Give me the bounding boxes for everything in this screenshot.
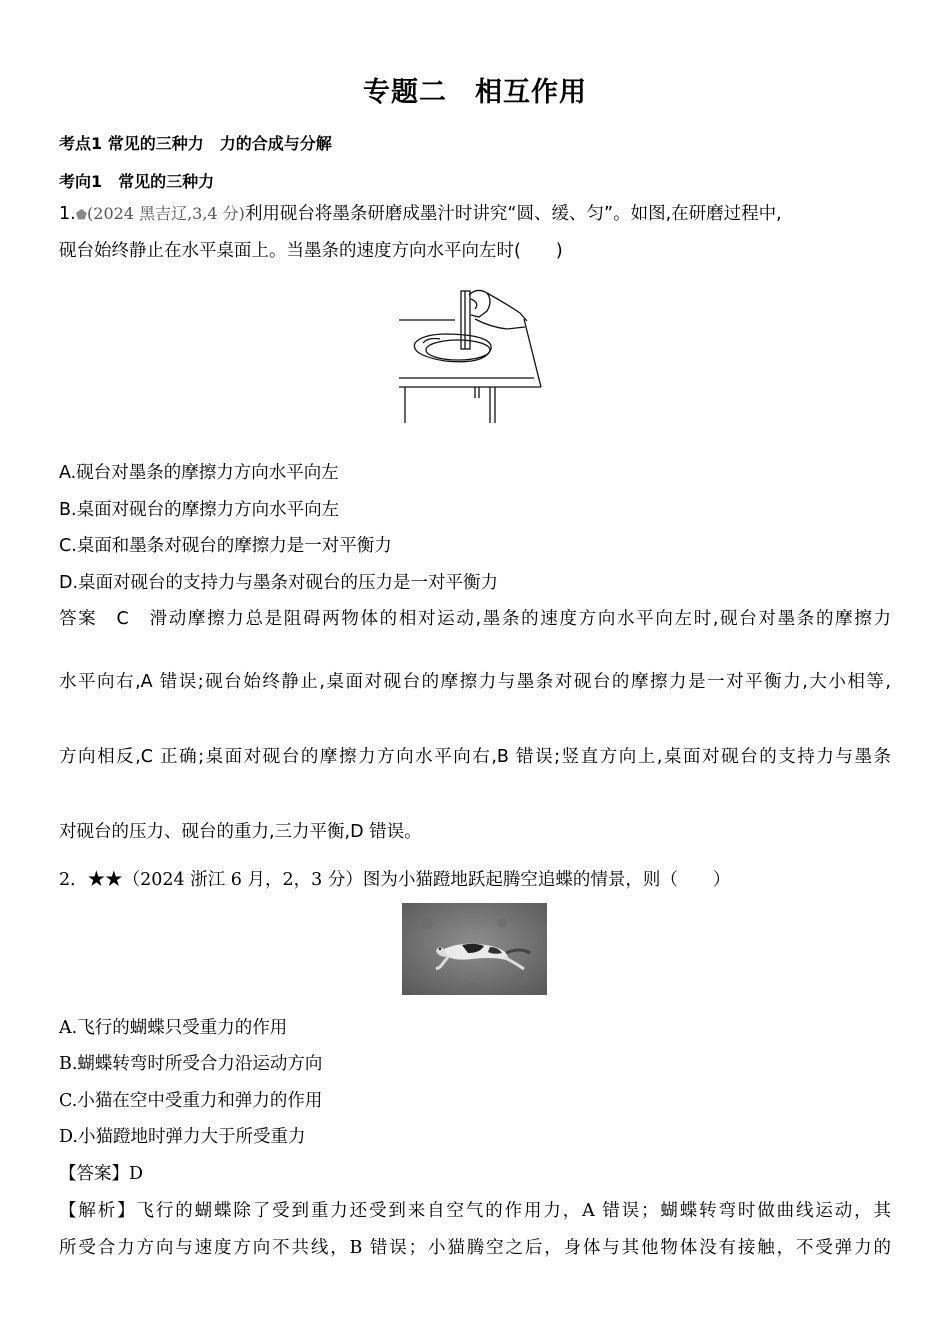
- option-d: D.桌面对砚台的支持力与墨条对砚台的压力是一对平衡力: [59, 573, 499, 593]
- cat-jumping-image: [402, 903, 547, 995]
- section-heading: 考点1 常见的三种力 力的合成与分解: [59, 134, 332, 153]
- q2-option-a: A.飞行的蝴蝶只受重力的作用: [59, 1018, 288, 1038]
- question-stem-line-2: 砚台始终静止在水平桌面上。当墨条的速度方向水平向左时( ): [59, 241, 563, 261]
- inkstone-figure: [395, 283, 550, 425]
- option-c: C.桌面和墨条对砚台的摩擦力是一对平衡力: [59, 536, 392, 556]
- answer-line-1: 答案 C 滑动摩擦力总是阻碍两物体的相对运动,墨条的速度方向水平向左时,砚台对墨条的摩擦力: [59, 609, 891, 629]
- question-stem-line-1: 利用砚台将墨条研磨成墨汁时讲究“圆、缓、匀”。如图,在研磨过程中,: [244, 204, 782, 224]
- pentagon-star-icon: ⬟: [75, 208, 88, 223]
- answer-line-3: 方向相反,C 正确;桌面对砚台的摩擦力方向水平向右,B 错误;竖直方向上,桌面对砚台的支持力与墨条: [59, 747, 891, 767]
- page-title: 专题二 相互作用: [363, 77, 587, 108]
- option-a: A.砚台对墨条的摩擦力方向水平向左: [59, 463, 339, 483]
- question-number: 1.: [59, 204, 76, 224]
- question-1-line-1: [59, 196, 782, 234]
- q2-answer: 【答案】D: [59, 1164, 144, 1184]
- q2-option-c: C.小猫在空中受重力和弹力的作用: [59, 1091, 323, 1111]
- q2-analysis-line-2: 所受合力方向与速度方向不共线，B 错误；小猫腾空之后，身体与其他物体没有接触，不受弹力的: [59, 1238, 891, 1258]
- question-source: (2024 黑吉辽,3,4 分): [87, 204, 245, 223]
- q2-option-b: B.蝴蝶转弯时所受合力沿运动方向: [59, 1054, 323, 1074]
- subsection-heading: 考向1 常见的三种力: [59, 172, 215, 191]
- inkstone-drawing: [395, 283, 550, 425]
- answer-line-4: 对砚台的压力、砚台的重力,三力平衡,D 错误。: [59, 822, 422, 842]
- answer-line-2: 水平向右,A 错误;砚台始终静止,桌面对砚台的摩擦力与墨条对砚台的摩擦力是一对平衡力,大小相等,: [59, 672, 891, 692]
- q2-option-d: D.小猫蹬地时弹力大于所受重力: [59, 1127, 306, 1147]
- option-b: B.桌面对砚台的摩擦力方向水平向左: [59, 500, 340, 520]
- cat-photo: [402, 903, 547, 995]
- q2-analysis-line-1: 【解析】飞行的蝴蝶除了受到重力还受到来自空气的作用力，A 错误；蝴蝶转弯时做曲线运动，其: [59, 1201, 891, 1221]
- question-2-stem: 2．★★（2024 浙江 6 月，2，3 分）图为小猫蹬地跃起腾空追蝶的情景，则（ ）: [59, 870, 731, 890]
